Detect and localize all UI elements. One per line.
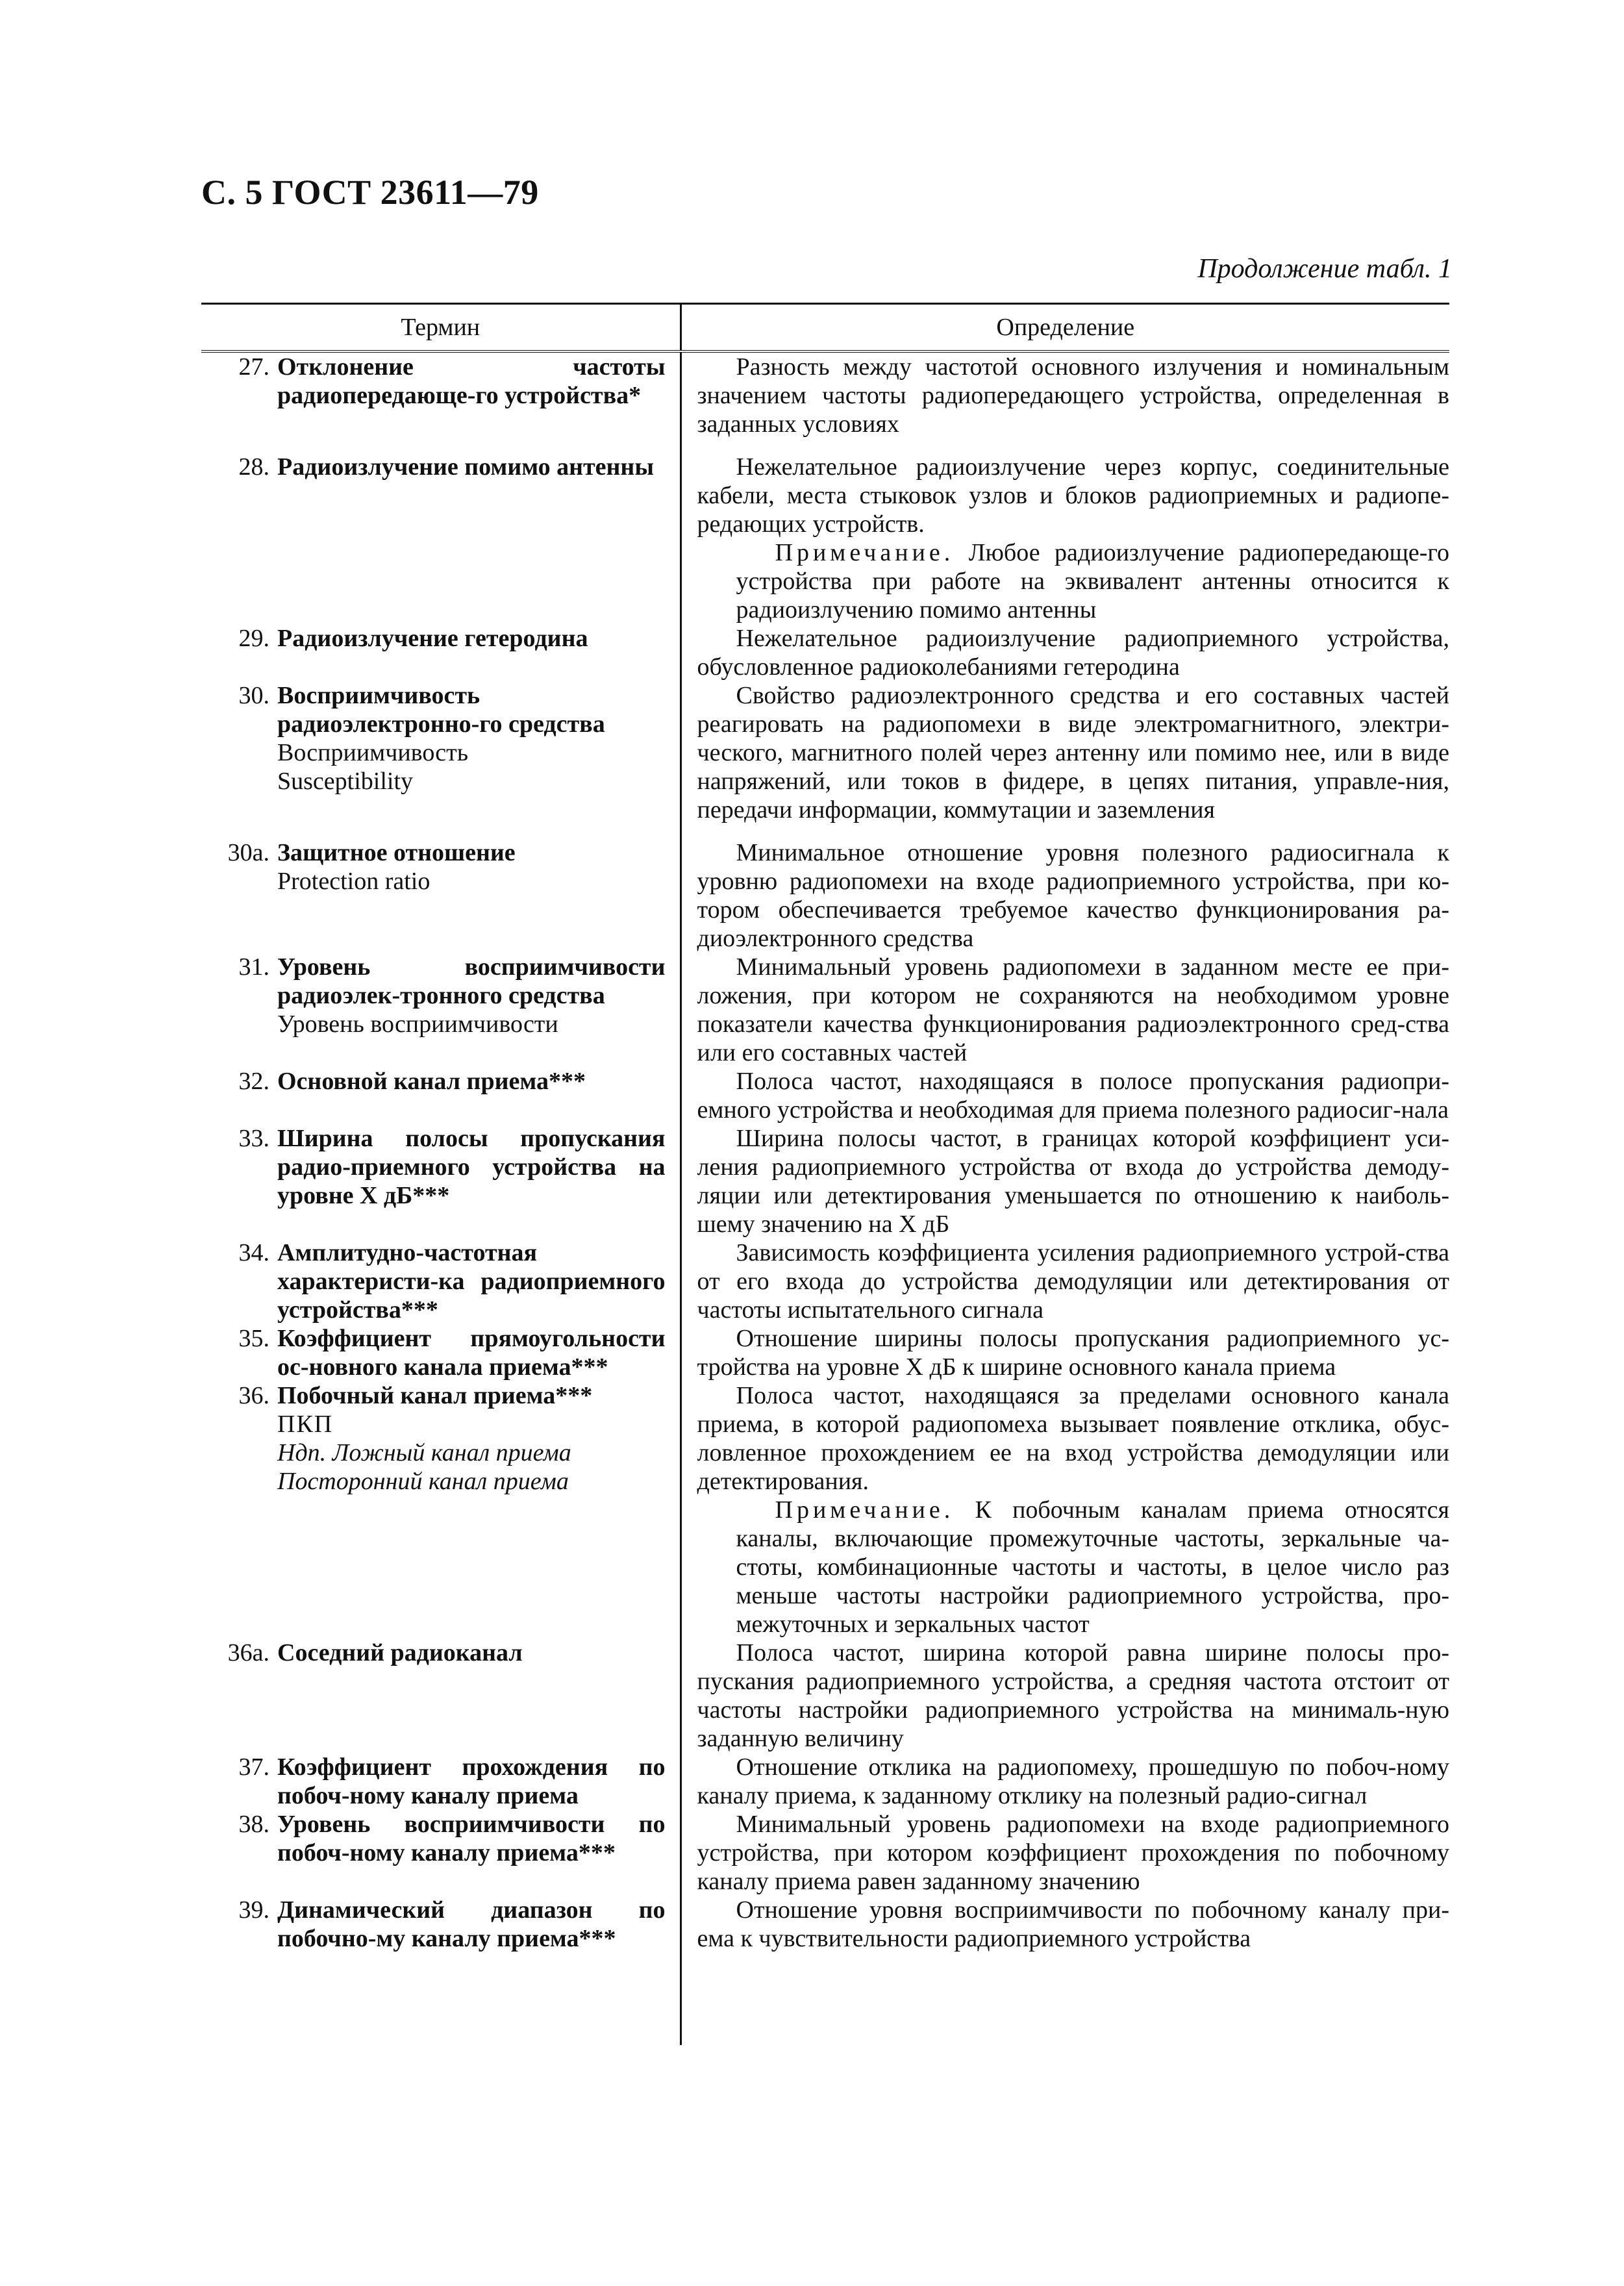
table-row — [201, 1639, 1449, 1753]
term-name: Защитное отношение — [277, 839, 516, 866]
term-number: 29. — [238, 625, 269, 652]
term-name: Коэффициент прохождения по побоч-ному каналу приема — [277, 1753, 666, 1809]
definition-text: Отношение ширины полосы пропускания радиоприемного ус-тройства на уровне X дБ к ширине основного канала приема — [697, 1325, 1449, 1381]
term-name: Ширина полосы пропускания радио-приемного устройства на уровне X дБ*** — [277, 1125, 666, 1209]
table-row — [201, 1324, 1449, 1381]
definition-text: Нежелательное радиоизлучение через корпус, соединительные кабели, места стыковок узлов и блоков радиоприемных и радиопе-редающих устройств. — [697, 453, 1449, 538]
note-label: Примечание. — [775, 1496, 955, 1524]
definition-cell — [681, 1810, 1449, 1896]
term-cell — [201, 1067, 681, 1124]
term-cell — [201, 1810, 681, 1896]
term-english-equivalent: Susceptibility — [277, 768, 413, 795]
term-name: Уровень восприимчивости радиоэлек-тронного средства — [277, 953, 666, 1009]
term-synonym: Уровень восприимчивости — [277, 1011, 558, 1038]
term-number: 32. — [238, 1068, 269, 1095]
term-number: 35. — [238, 1325, 269, 1352]
term-name: Соседний радиоканал — [277, 1639, 523, 1666]
note-label: Примечание. — [775, 539, 955, 566]
term-number: 30. — [238, 682, 269, 709]
term-number: 31. — [238, 953, 269, 981]
definition-text: Отношение отклика на радиопомеху, прошедшую по побоч-ному каналу приема, к заданному отклику на полезный радио-сигнал — [697, 1753, 1449, 1809]
table-row — [201, 681, 1449, 838]
term-cell — [201, 838, 681, 953]
table-row — [201, 453, 1449, 624]
term-cell — [201, 1124, 681, 1238]
definition-text: Зависимость коэффициента усиления радиоприемного устрой-ства от его входа до устройства демодуляции или детектирования от частоты испытательного сигнала — [697, 1239, 1449, 1324]
term-cell — [201, 1896, 681, 2045]
term-number: 39. — [238, 1896, 269, 1924]
term-name: Коэффициент прямоугольности ос-новного канала приема*** — [277, 1325, 666, 1381]
term-cell — [201, 1324, 681, 1381]
table-row — [201, 1124, 1449, 1238]
definition-text: Минимальное отношение уровня полезного радиосигнала к уровню радиопомехи на входе радиоприемного устройства, при ко-тором обеспечивается требуемое качество функционирования ра-диоэлектронного средства — [697, 839, 1449, 952]
note-text: К побочным каналам приема относятся каналы, включающие промежуточные частоты, зеркальные ча-стоты, комбинационные частоты и частоты, в целое число раз меньше частоты настройки радиоприемного устройства, про-межуточных и зеркальных частот — [736, 1496, 1449, 1638]
term-cell — [201, 453, 681, 624]
term-number: 37. — [238, 1753, 269, 1781]
table-row — [201, 1896, 1449, 2045]
definition-note — [736, 1496, 1450, 1639]
table-row — [201, 1067, 1449, 1124]
table-row — [201, 1753, 1449, 1810]
note-text: Любое радиоизлучение радиопередающе-го устройства при работе на эквивалент антенны относится к радиоизлучению помимо антенны — [736, 539, 1449, 623]
term-cell — [201, 1381, 681, 1639]
definition-text: Полоса частот, находящаяся в полосе пропускания радиопри-емного устройства и необходимая для приема полезного радиосиг-нала — [697, 1068, 1449, 1124]
table-row — [201, 624, 1449, 681]
definition-text: Отношение уровня восприимчивости по побочному каналу при-ема к чувствительности радиоприемного устройства — [697, 1896, 1449, 1952]
term-number: 34. — [238, 1239, 269, 1266]
definition-cell — [681, 453, 1449, 624]
term-deprecated-synonym: Посторонний канал приема — [277, 1468, 569, 1495]
term-number: 36. — [238, 1382, 269, 1409]
term-cell — [201, 351, 681, 453]
term-number: 27. — [238, 353, 269, 381]
definition-text: Свойство радиоэлектронного средства и его составных частей реагировать на радиопомехи в виде электромагнитного, электри-ческого, магнитного полей через антенну или помимо нее, или в виде напряжений, или токов в фидере, в цепях питания, управле-ния, передачи информации, коммутации и заземления — [697, 682, 1449, 823]
column-header-definition: Определение — [681, 304, 1449, 352]
table-row — [201, 1810, 1449, 1896]
term-synonym: Восприимчивость — [277, 739, 469, 766]
definition-cell — [681, 351, 1449, 453]
definition-cell — [681, 1896, 1449, 2045]
term-cell — [201, 953, 681, 1067]
term-name: Амплитудно-частотная характеристи-ка радиоприемного устройства*** — [277, 1239, 666, 1324]
term-name: Основной канал приема*** — [277, 1068, 586, 1095]
term-cell — [201, 1238, 681, 1324]
term-number: 36а. — [227, 1639, 269, 1666]
definition-cell — [681, 838, 1449, 953]
term-cell — [201, 624, 681, 681]
definition-text: Полоса частот, ширина которой равна ширине полосы про-пускания радиоприемного устройства, а средняя частота отстоит от частоты настройки радиоприемного устройства на минималь-ную заданную величину — [697, 1639, 1449, 1752]
definition-cell — [681, 1753, 1449, 1810]
definition-cell — [681, 624, 1449, 681]
definition-text: Нежелательное радиоизлучение радиоприемного устройства, обусловленное радиоколебаниями гетеродина — [697, 625, 1449, 681]
definition-cell — [681, 1067, 1449, 1124]
column-header-term: Термин — [201, 304, 681, 352]
definition-text: Минимальный уровень радиопомехи в заданном месте ее при-ложения, при котором не сохраняются на необходимом уровне показатели качества функционирования радиоэлектронного сред-ства или его составных частей — [697, 953, 1449, 1066]
term-number: 33. — [238, 1125, 269, 1152]
terms-table-container — [201, 303, 1449, 2045]
term-cell — [201, 1639, 681, 1753]
terms-table — [201, 303, 1449, 2045]
term-number: 28. — [238, 453, 269, 481]
definition-cell — [681, 1124, 1449, 1238]
definition-cell — [681, 1381, 1449, 1639]
table-row — [201, 953, 1449, 1067]
table-row — [201, 838, 1449, 953]
term-cell — [201, 681, 681, 838]
term-name: Отклонение частоты радиопередающе-го устройства* — [277, 353, 666, 409]
table-row — [201, 351, 1449, 453]
page-header: С. 5 ГОСТ 23611—79 — [201, 173, 539, 212]
definition-cell — [681, 953, 1449, 1067]
term-name: Побочный канал приема*** — [277, 1382, 593, 1409]
term-name: Радиоизлучение помимо антенны — [277, 453, 654, 481]
table-continuation-label: Продолжение табл. 1 — [1197, 254, 1452, 284]
table-row — [201, 1238, 1449, 1324]
definition-text: Ширина полосы частот, в границах которой коэффициент уси-ления радиоприемного устройства от входа до устройства демоду-ляции или детектирования уменьшается по отношению к наиболь-шему значению на X дБ — [697, 1125, 1449, 1238]
term-number: 30а. — [227, 839, 269, 866]
term-name: Уровень восприимчивости по побоч-ному каналу приема*** — [277, 1811, 666, 1866]
table-row — [201, 1381, 1449, 1639]
term-deprecated-synonym: Ндп. Ложный канал приема — [277, 1439, 571, 1466]
definition-text: Минимальный уровень радиопомехи на входе радиоприемного устройства, при котором коэффициент прохождения по побочному каналу приема равен заданному значению — [697, 1811, 1449, 1895]
definition-text: Разность между частотой основного излучения и номинальным значением частоты радиопередающего устройства, определенная в заданных условиях — [697, 353, 1449, 438]
definition-cell — [681, 681, 1449, 838]
definition-text: Полоса частот, находящаяся за пределами основного канала приема, в которой радиопомеха вызывает появление отклика, обус-ловленное прохождением ее на вход устройства демодуляции или детектирования. — [697, 1382, 1449, 1495]
definition-cell — [681, 1324, 1449, 1381]
table-header-row — [201, 304, 1449, 352]
definition-cell — [681, 1639, 1449, 1753]
term-abbreviation: ПКП — [277, 1411, 334, 1438]
definition-cell — [681, 1238, 1449, 1324]
term-number: 38. — [238, 1811, 269, 1838]
term-english-equivalent: Protection ratio — [277, 868, 431, 895]
term-cell — [201, 1753, 681, 1810]
term-name: Радиоизлучение гетеродина — [277, 625, 588, 652]
term-name: Динамический диапазон по побочно-му каналу приема*** — [277, 1896, 666, 1952]
definition-note — [736, 538, 1450, 624]
term-name: Восприимчивость радиоэлектронно-го средства — [277, 682, 605, 738]
